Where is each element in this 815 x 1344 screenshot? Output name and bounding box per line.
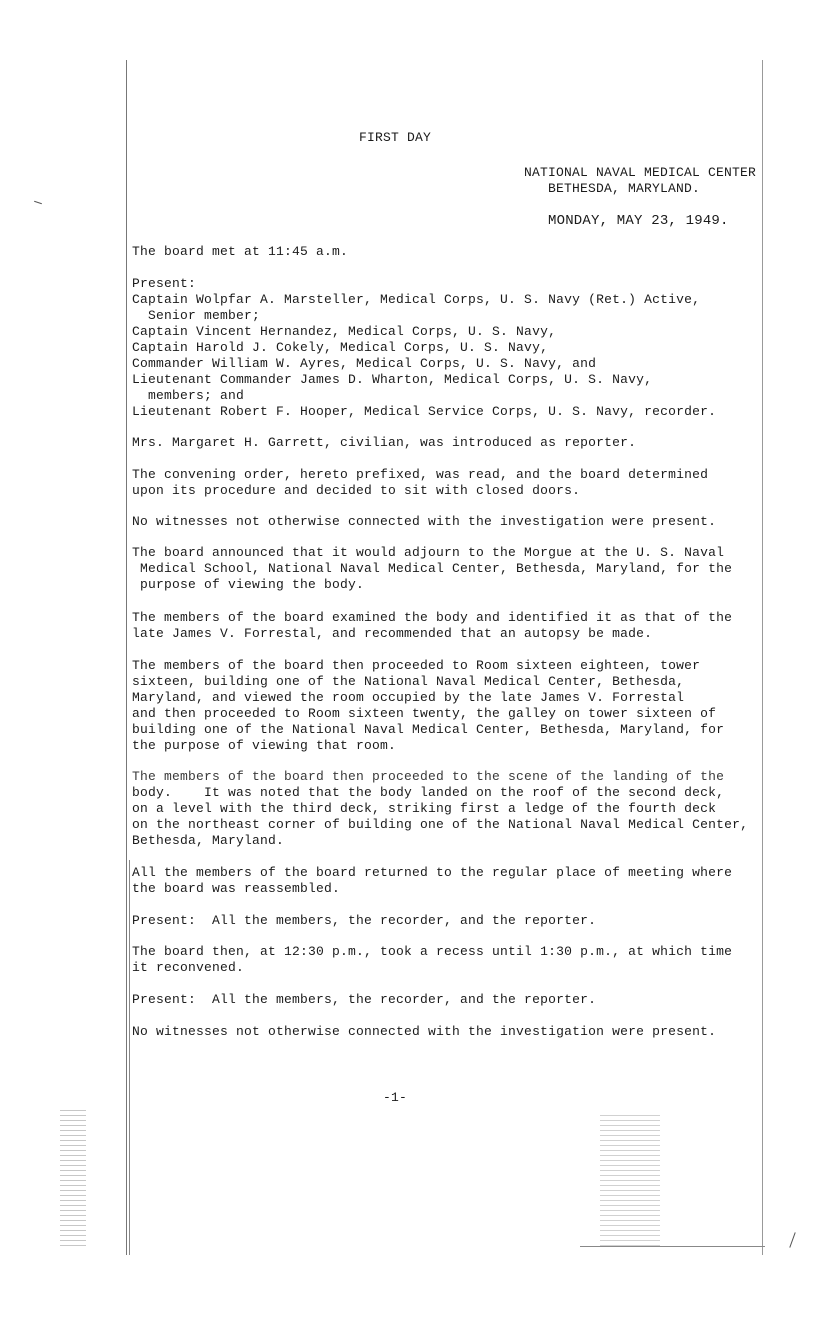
text-line: Lieutenant Commander James D. Wharton, Medical Corps, U. S. Navy, [132,372,653,387]
date-line: MONDAY, MAY 23, 1949. [548,213,729,229]
left-binding-line-inner [129,860,130,1255]
text-line: the board was reassembled. [132,881,341,896]
text-line: No witnesses not otherwise connected with the investigation were present. [132,514,717,529]
right-scan-mark [600,1115,660,1250]
text-line: The members of the board examined the body and identified it as that of the [132,610,733,625]
text-line: The board met at 11:45 a.m. [132,244,349,259]
text-line: Commander William W. Ayres, Medical Corps, U. S. Navy, and [132,356,597,371]
text-line: The members of the board then proceeded to Room sixteen eighteen, tower [132,658,701,673]
text-line: The board announced that it would adjourn to the Morgue at the U. S. Naval [132,545,725,560]
text-line: The convening order, hereto prefixed, was read, and the board determined [132,467,709,482]
text-line: Maryland, and viewed the room occupied by the late James V. Forrestal [132,690,685,705]
margin-mark [789,1232,795,1247]
text-line: Captain Vincent Hernandez, Medical Corps, U. S. Navy, [132,324,557,339]
right-margin-line [762,60,763,1255]
margin-mark [34,201,42,204]
page-number: -1- [383,1090,408,1105]
text-line: sixteen, building one of the National Naval Medical Center, Bethesda, [132,674,685,689]
text-line: No witnesses not otherwise connected with the investigation were present. [132,1024,717,1039]
text-line: Captain Wolpfar A. Marsteller, Medical Corps, U. S. Navy (Ret.) Active, [132,292,701,307]
location-line-2: BETHESDA, MARYLAND. [548,181,701,196]
text-line: The members of the board then proceeded to the scene of the landing of the [132,769,725,784]
text-line: it reconvened. [132,960,245,975]
text-line: on a level with the third deck, striking first a ledge of the fourth deck [132,801,717,816]
text-line: Medical School, National Naval Medical Center, Bethesda, Maryland, for the [132,561,733,576]
text-line: purpose of viewing the body. [132,577,365,592]
text-line: All the members of the board returned to the regular place of meeting where [132,865,733,880]
location-line-1: NATIONAL NAVAL MEDICAL CENTER [524,165,757,180]
text-line: Present: [132,276,197,291]
text-line: upon its procedure and decided to sit with closed doors. [132,483,581,498]
text-line: and then proceeded to Room sixteen twenty, the galley on tower sixteen of [132,706,717,721]
text-line: Present: All the members, the recorder, and the reporter. [132,913,597,928]
text-line: on the northeast corner of building one of the National Naval Medical Center, [132,817,749,832]
text-line: late James V. Forrestal, and recommended that an autopsy be made. [132,626,653,641]
text-line: The board then, at 12:30 p.m., took a recess until 1:30 p.m., at which time [132,944,733,959]
text-line: members; and [132,388,245,403]
text-line: the purpose of viewing that room. [132,738,397,753]
text-line: Present: All the members, the recorder, and the reporter. [132,992,597,1007]
text-line: Mrs. Margaret H. Garrett, civilian, was introduced as reporter. [132,435,637,450]
text-line: building one of the National Naval Medical Center, Bethesda, Maryland, for [132,722,725,737]
left-scan-mark [60,1110,86,1250]
text-line: Captain Harold J. Cokely, Medical Corps, U. S. Navy, [132,340,549,355]
text-line: Bethesda, Maryland. [132,833,285,848]
text-line: body. It was noted that the body landed on the roof of the second deck, [132,785,725,800]
text-line: Lieutenant Robert F. Hooper, Medical Service Corps, U. S. Navy, recorder. [132,404,717,419]
text-line: Senior member; [132,308,261,323]
left-binding-line [126,60,127,1255]
page-heading: FIRST DAY [359,130,432,145]
